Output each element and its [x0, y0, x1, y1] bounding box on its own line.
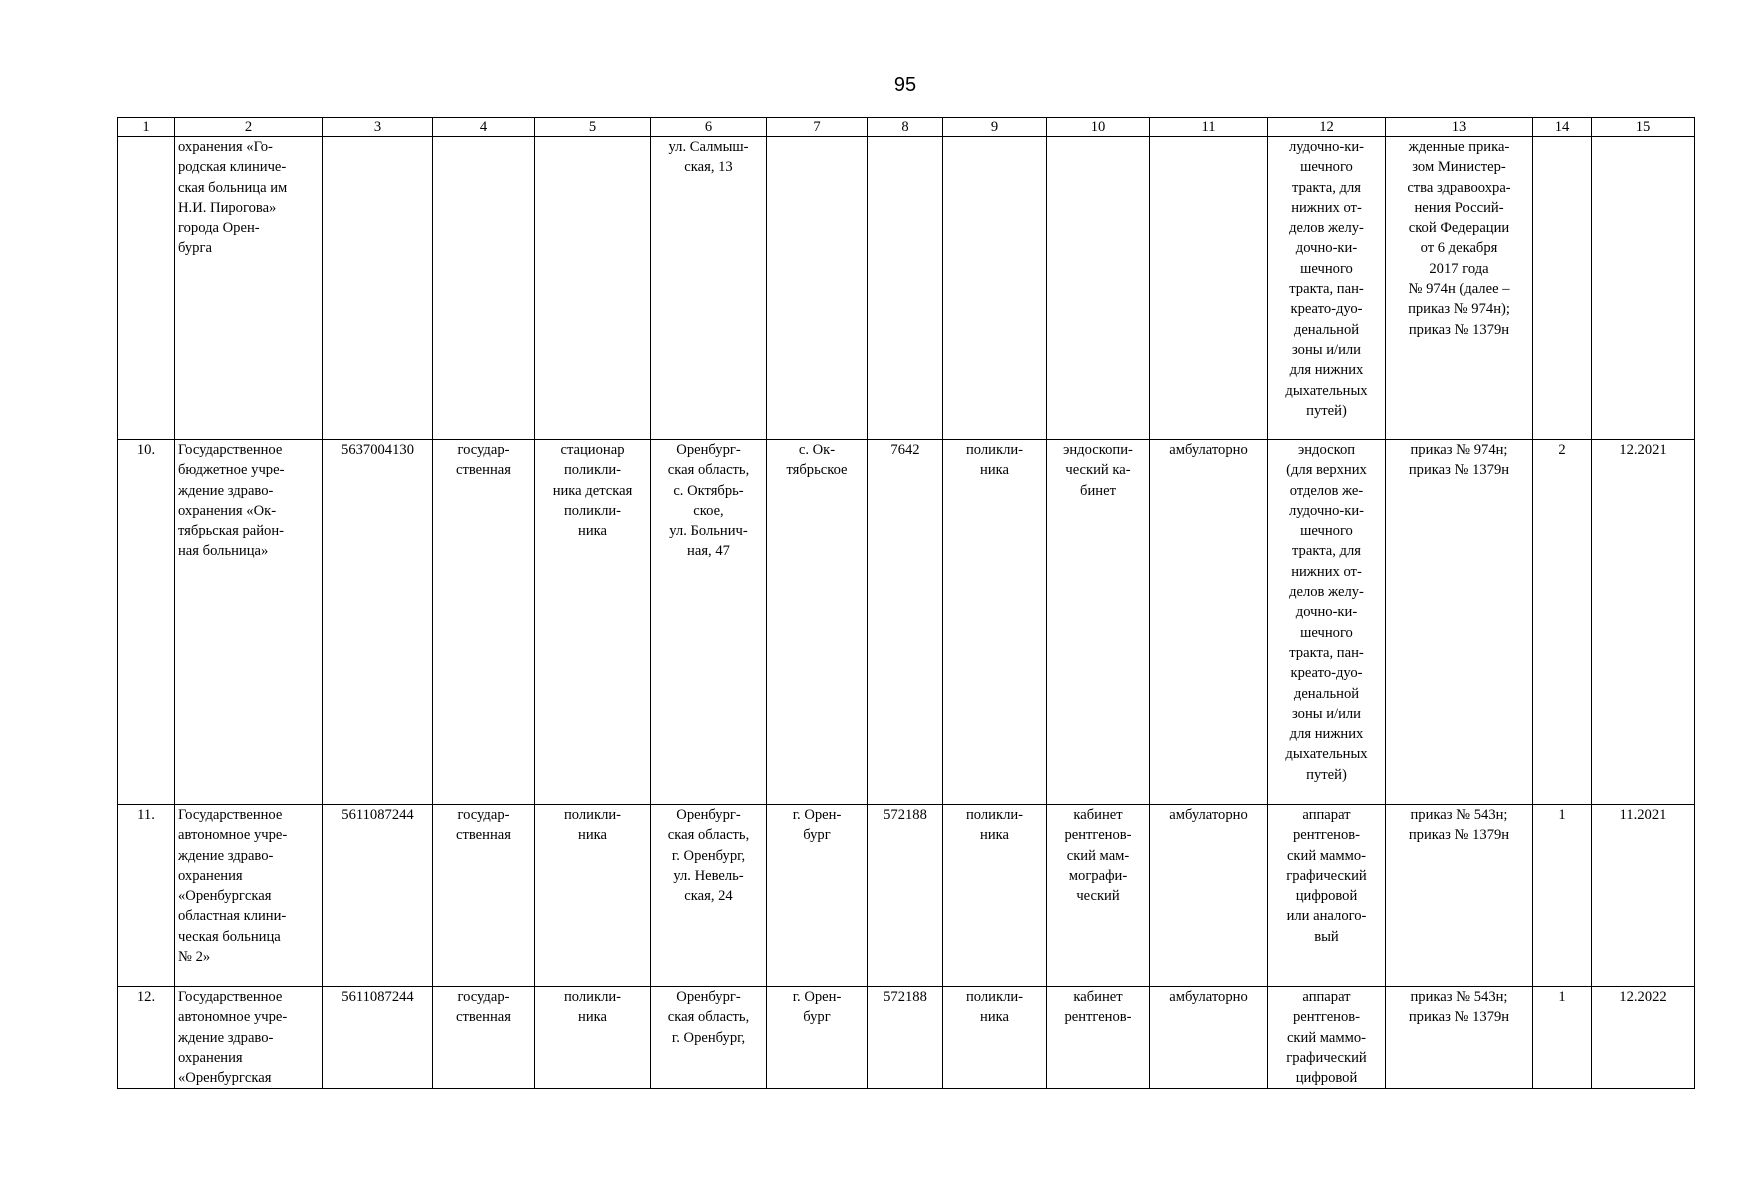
- column-header: 8: [868, 118, 943, 137]
- organization-name: Государственное автономное учре- ждение здраво- охранения «Оренбургская областная клини- ческая больница № 2»: [175, 805, 323, 987]
- conditions-cell: амбулаторно: [1150, 987, 1268, 1089]
- unit-cell: [943, 137, 1047, 440]
- table-row: [118, 137, 1695, 440]
- column-header: 4: [433, 118, 535, 137]
- table-row: [118, 805, 1695, 987]
- locality-cell: [767, 137, 868, 440]
- conditions-cell: амбулаторно: [1150, 805, 1268, 987]
- column-header: 12: [1268, 118, 1386, 137]
- column-header: 2: [175, 118, 323, 137]
- room-cell: кабинет рентгенов-: [1047, 987, 1150, 1089]
- address-cell: ул. Салмыш- ская, 13: [651, 137, 767, 440]
- facility-type: стационар поликли- ника детская поликли- ника: [535, 440, 651, 805]
- row-number: 11.: [118, 805, 175, 987]
- column-header: 6: [651, 118, 767, 137]
- ownership-form: [433, 137, 535, 440]
- quantity-cell: [1533, 137, 1592, 440]
- table-row: [118, 987, 1695, 1089]
- column-header-row: [118, 118, 1695, 137]
- column-header: 10: [1047, 118, 1150, 137]
- organization-name: охранения «Го- родская клиниче- ская больница им Н.И. Пирогова» города Орен- бурга: [175, 137, 323, 440]
- registry-table: [117, 117, 1695, 1089]
- code-cell: 7642: [868, 440, 943, 805]
- unit-cell: поликли- ника: [943, 987, 1047, 1089]
- address-cell: Оренбург- ская область, г. Оренбург, ул. Невель- ская, 24: [651, 805, 767, 987]
- inn-cell: 5611087244: [323, 987, 433, 1089]
- order-cell: приказ № 543н; приказ № 1379н: [1386, 805, 1533, 987]
- inn-cell: 5637004130: [323, 440, 433, 805]
- code-cell: [868, 137, 943, 440]
- quantity-cell: 2: [1533, 440, 1592, 805]
- date-cell: 11.2021: [1592, 805, 1695, 987]
- column-header: 13: [1386, 118, 1533, 137]
- organization-name: Государственное автономное учре- ждение здраво- охранения «Оренбургская: [175, 987, 323, 1089]
- date-cell: 12.2022: [1592, 987, 1695, 1089]
- column-header: 11: [1150, 118, 1268, 137]
- ownership-form: государ- ственная: [433, 440, 535, 805]
- column-header: 3: [323, 118, 433, 137]
- column-header: 5: [535, 118, 651, 137]
- locality-cell: с. Ок- тябрьское: [767, 440, 868, 805]
- conditions-cell: [1150, 137, 1268, 440]
- order-cell: приказ № 543н; приказ № 1379н: [1386, 987, 1533, 1089]
- order-cell: приказ № 974н; приказ № 1379н: [1386, 440, 1533, 805]
- room-cell: [1047, 137, 1150, 440]
- inn-cell: [323, 137, 433, 440]
- equipment-cell: эндоскоп (для верхних отделов же- лудочно-ки- шечного тракта, для нижних от- делов желу- дочно-ки- шечного тракта, пан- креато-дуо- денальной зоны и/или для нижних дыхательных путей): [1268, 440, 1386, 805]
- organization-name: Государственное бюджетное учре- ждение здраво- охранения «Ок- тябрьская район- ная больница»: [175, 440, 323, 805]
- date-cell: [1592, 137, 1695, 440]
- address-cell: Оренбург- ская область, с. Октябрь- ское, ул. Больнич- ная, 47: [651, 440, 767, 805]
- code-cell: 572188: [868, 987, 943, 1089]
- ownership-form: государ- ственная: [433, 987, 535, 1089]
- locality-cell: г. Орен- бург: [767, 987, 868, 1089]
- equipment-cell: аппарат рентгенов- ский маммо- графический цифровой или аналого- вый: [1268, 805, 1386, 987]
- address-cell: Оренбург- ская область, г. Оренбург,: [651, 987, 767, 1089]
- column-header: 14: [1533, 118, 1592, 137]
- row-number: [118, 137, 175, 440]
- unit-cell: поликли- ника: [943, 440, 1047, 805]
- room-cell: кабинет рентгенов- ский мам- мографи- ческий: [1047, 805, 1150, 987]
- facility-type: поликли- ника: [535, 805, 651, 987]
- facility-type: поликли- ника: [535, 987, 651, 1089]
- conditions-cell: амбулаторно: [1150, 440, 1268, 805]
- quantity-cell: 1: [1533, 987, 1592, 1089]
- inn-cell: 5611087244: [323, 805, 433, 987]
- equipment-cell: лудочно-ки- шечного тракта, для нижних от- делов желу- дочно-ки- шечного тракта, пан- креато-дуо- денальной зоны и/или для нижних дыхательных путей): [1268, 137, 1386, 440]
- column-header: 15: [1592, 118, 1695, 137]
- column-header: 1: [118, 118, 175, 137]
- facility-type: [535, 137, 651, 440]
- date-cell: 12.2021: [1592, 440, 1695, 805]
- locality-cell: г. Орен- бург: [767, 805, 868, 987]
- code-cell: 572188: [868, 805, 943, 987]
- room-cell: эндоскопи- ческий ка- бинет: [1047, 440, 1150, 805]
- unit-cell: поликли- ника: [943, 805, 1047, 987]
- table-row: [118, 440, 1695, 805]
- quantity-cell: 1: [1533, 805, 1592, 987]
- order-cell: жденные прика- зом Министер- ства здравоохра- нения Россий- ской Федерации от 6 декабря 2017 года № 974н (далее – приказ № 974н); приказ № 1379н: [1386, 137, 1533, 440]
- column-header: 9: [943, 118, 1047, 137]
- ownership-form: государ- ственная: [433, 805, 535, 987]
- page-number: 95: [893, 74, 917, 96]
- column-header: 7: [767, 118, 868, 137]
- row-number: 10.: [118, 440, 175, 805]
- row-number: 12.: [118, 987, 175, 1089]
- equipment-cell: аппарат рентгенов- ский маммо- графический цифровой: [1268, 987, 1386, 1089]
